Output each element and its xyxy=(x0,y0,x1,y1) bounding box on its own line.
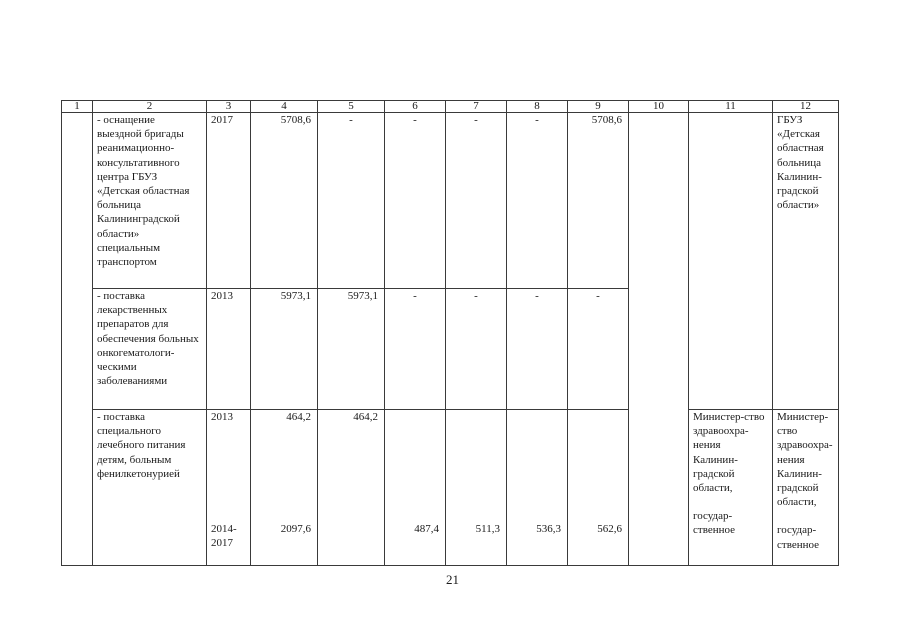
cell-col7-value-2: 511,3 xyxy=(475,523,500,536)
cell-col11-text: Министер-ство здравоохра-нения Калинин-градской области, xyxy=(693,411,765,495)
cell-col7: - xyxy=(446,113,507,289)
cell-col12-text-2: государ-ственное xyxy=(777,524,819,551)
row-year-cell xyxy=(207,410,251,566)
col-header-1: 1 xyxy=(62,101,93,113)
cell-col11-text-2: государ-ственное xyxy=(693,510,735,537)
page-number: 21 xyxy=(446,572,459,587)
cell-col6: - xyxy=(385,113,446,289)
row-year: 2013 xyxy=(211,411,233,423)
col-header-9: 9 xyxy=(568,101,629,113)
cell-col6: - xyxy=(385,289,446,410)
row-year-range: 2014-2017 xyxy=(211,523,237,550)
cell-col5: 464,2 xyxy=(318,410,385,566)
row-description: - поставка лекарственных препаратов для обеспечения больных онкогематологи-ческими заболеваниями xyxy=(93,289,207,410)
cell-col11-responsible xyxy=(689,410,773,566)
cell-col8: - xyxy=(507,289,568,410)
cell-col9: - xyxy=(568,289,629,410)
cell-col8 xyxy=(507,410,568,566)
col-header-12: 12 xyxy=(773,101,839,113)
col-header-6: 6 xyxy=(385,101,446,113)
table-row xyxy=(62,113,839,289)
col-header-3: 3 xyxy=(207,101,251,113)
cell-col9-value-2: 562,6 xyxy=(597,523,622,536)
row-description: - оснащение выездной бригады реанимационно-консультативного центра ГБУЗ «Детская областная больница Калининградской области» специальным транспортом xyxy=(93,113,207,289)
cell-col8: - xyxy=(507,113,568,289)
cell-col7 xyxy=(446,410,507,566)
cell-col9 xyxy=(568,410,629,566)
cell-col4: 5708,6 xyxy=(251,113,318,289)
cell-col5: - xyxy=(318,113,385,289)
row-description: - поставка специального лечебного питания детям, больным фенилкетонурией xyxy=(93,410,207,566)
row-year: 2013 xyxy=(207,289,251,410)
col-header-8: 8 xyxy=(507,101,568,113)
cell-col11-empty xyxy=(689,113,773,410)
cell-col12-text: Министер-ство здравоохра-нения Калинин-градской области, xyxy=(777,411,833,509)
cell-col5: 5973,1 xyxy=(318,289,385,410)
col-header-4: 4 xyxy=(251,101,318,113)
cell-col1-empty xyxy=(62,113,93,566)
cell-col12-responsible xyxy=(773,410,839,566)
cell-col4-value: 464,2 xyxy=(286,411,311,423)
cell-col4 xyxy=(251,410,318,566)
program-table xyxy=(61,100,839,566)
cell-col6-value-2: 487,4 xyxy=(414,523,439,536)
table-row xyxy=(62,410,839,566)
cell-col6 xyxy=(385,410,446,566)
cell-col10-empty xyxy=(629,113,689,566)
col-header-10: 10 xyxy=(629,101,689,113)
col-header-11: 11 xyxy=(689,101,773,113)
column-number-row xyxy=(62,101,839,113)
cell-col4: 5973,1 xyxy=(251,289,318,410)
cell-col8-value-2: 536,3 xyxy=(536,523,561,536)
col-header-2: 2 xyxy=(93,101,207,113)
row-year: 2017 xyxy=(207,113,251,289)
cell-col4-value-2: 2097,6 xyxy=(280,523,311,536)
col-header-7: 7 xyxy=(446,101,507,113)
cell-col9: 5708,6 xyxy=(568,113,629,289)
col-header-5: 5 xyxy=(318,101,385,113)
cell-col7: - xyxy=(446,289,507,410)
cell-col12-responsible: ГБУЗ «Детская областная больница Калинин-градской области» xyxy=(773,113,839,410)
